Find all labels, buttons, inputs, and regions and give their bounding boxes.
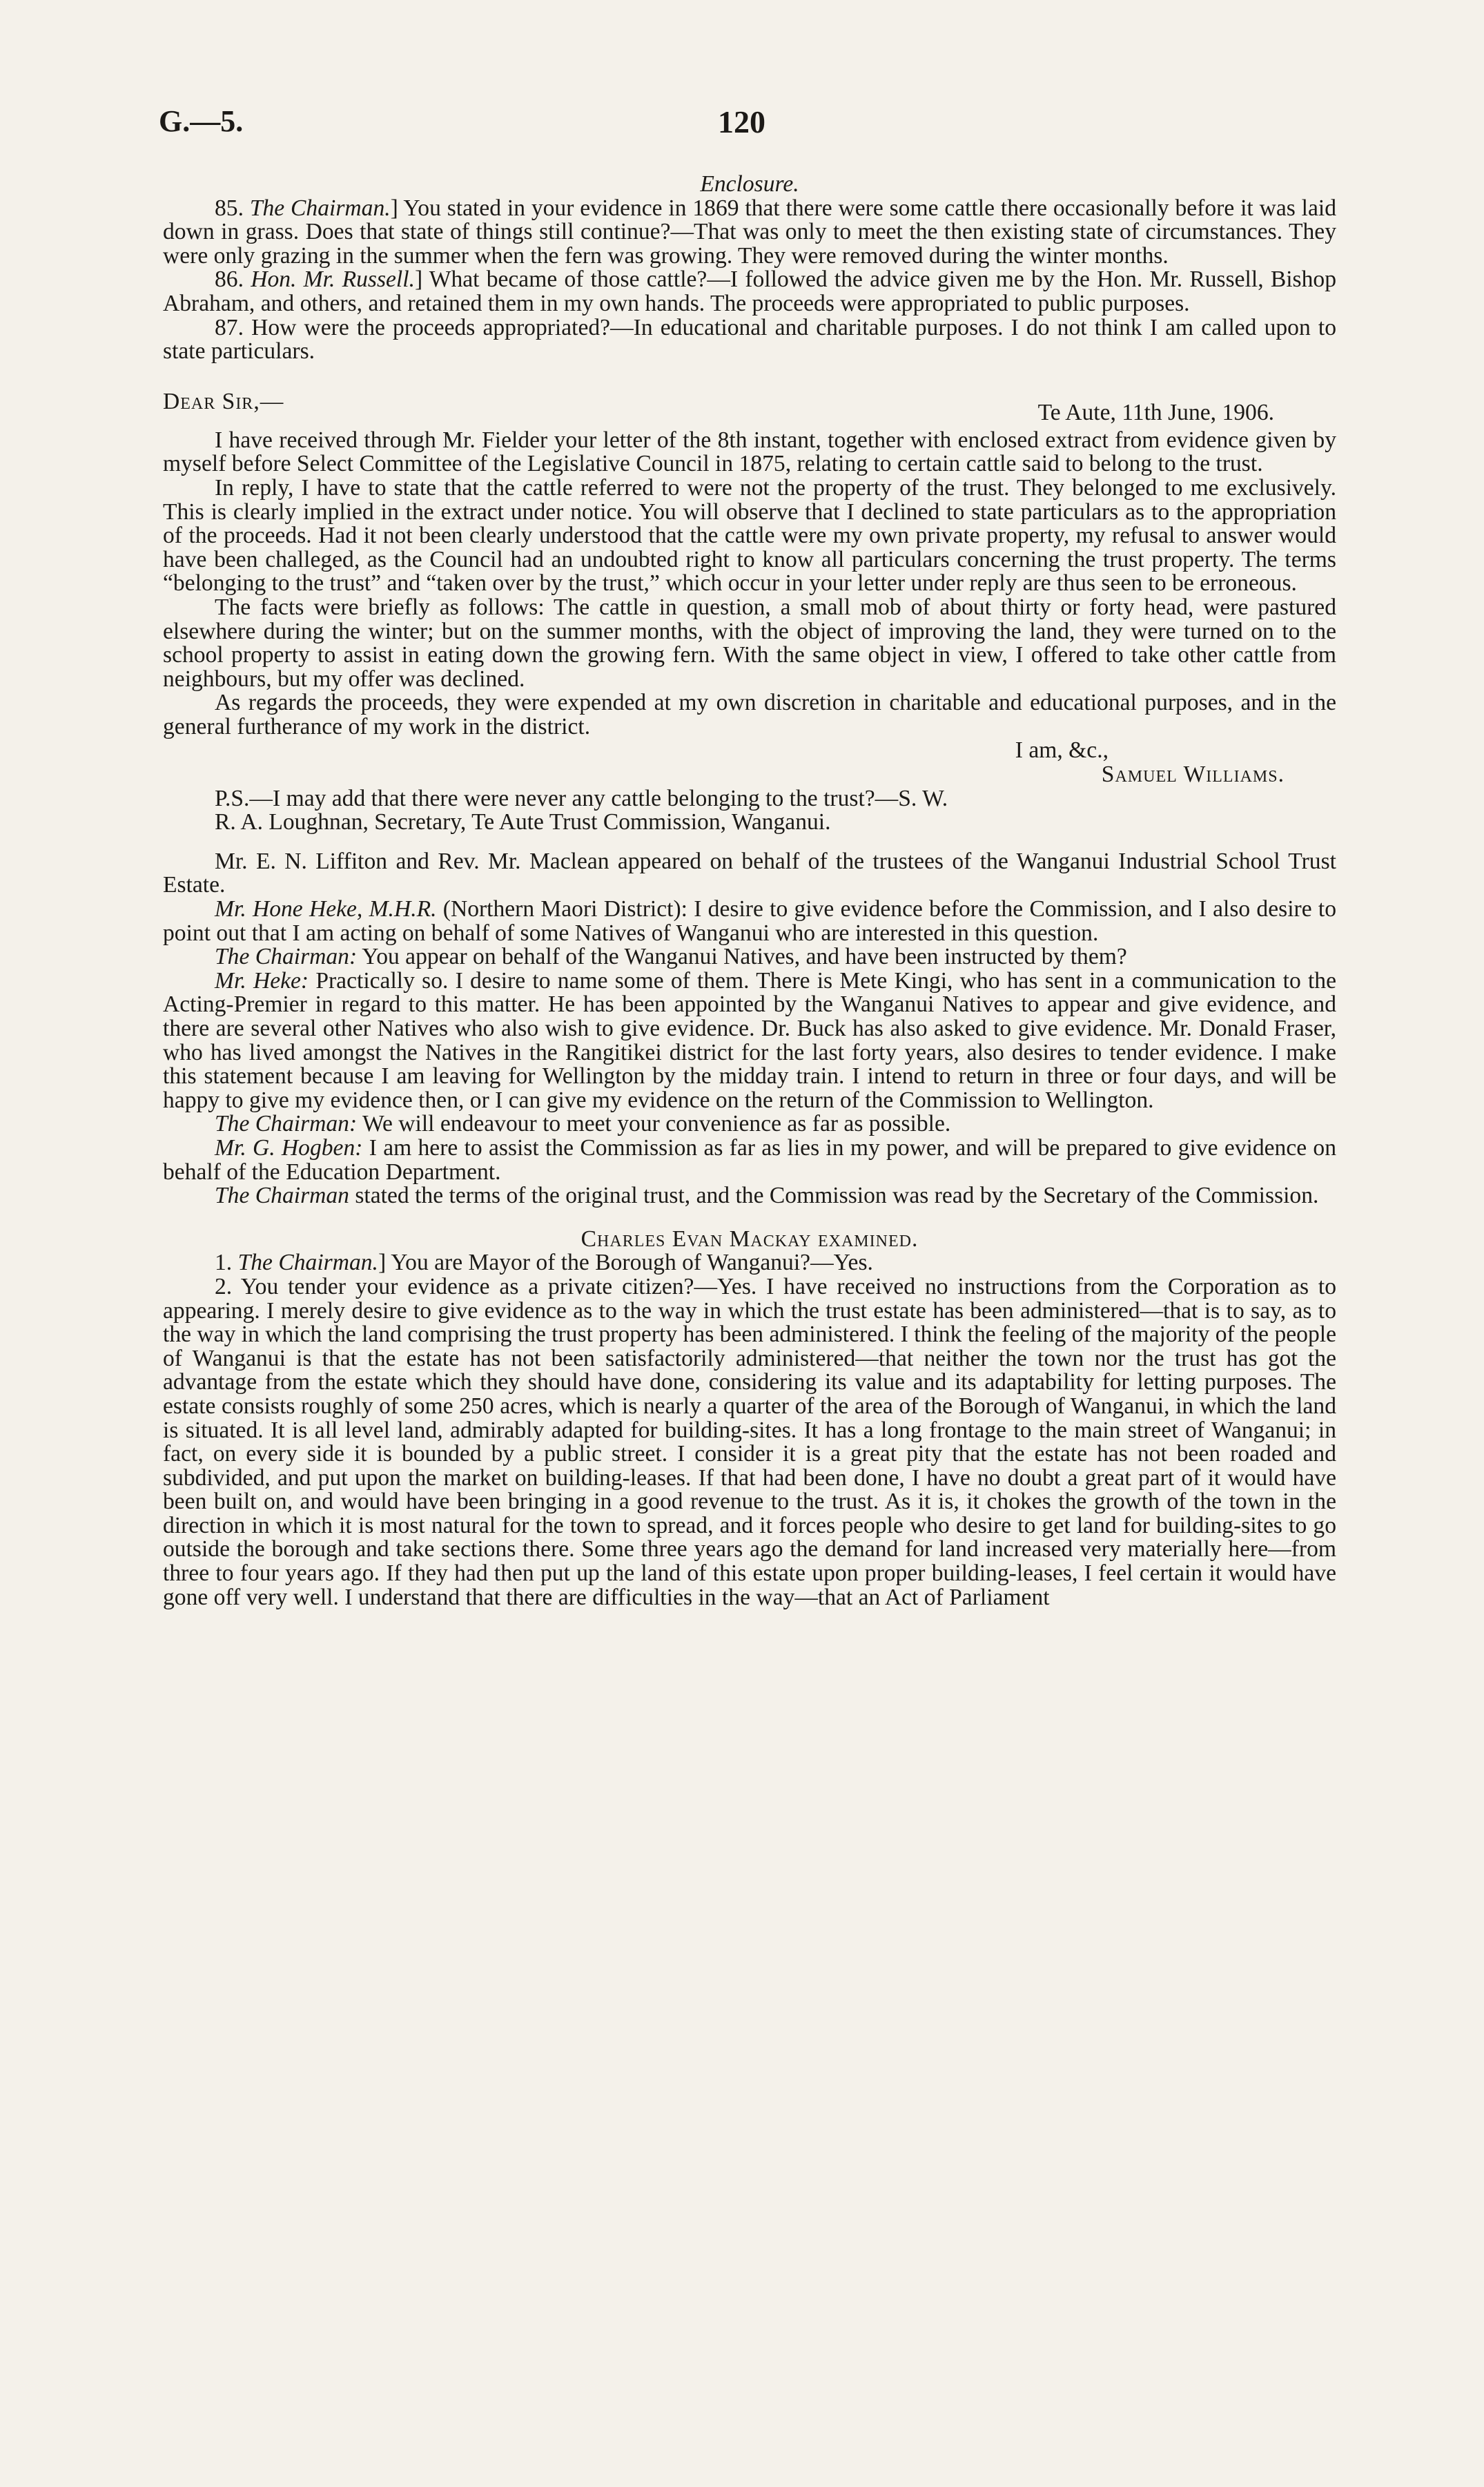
speech-text: You appear on behalf of the Wanganui Natives, and have been instructed by them?: [357, 944, 1127, 970]
document-reference: G.—5.: [159, 104, 244, 138]
speaker-name: The Chairman: [215, 1183, 349, 1209]
speaker-name: The Chairman.: [237, 1250, 378, 1276]
speech-text: We will endeavour to meet your convenience as far as possible.: [357, 1111, 951, 1137]
letter-place-date: Te Aute, 11th June, 1906.: [1037, 399, 1274, 425]
proceedings-paragraph: [163, 945, 1336, 969]
page-number: 120: [718, 104, 765, 139]
speech-text: stated the terms of the original trust, and the Commission was read by the Secretary of the Commission.: [349, 1183, 1319, 1209]
question-number: 1.: [215, 1250, 238, 1276]
letter-signature: Samuel Williams.: [1101, 762, 1285, 788]
proceedings-paragraph: [163, 1112, 1336, 1136]
enclosure-heading: Enclosure.: [700, 171, 799, 197]
speaker-name: Mr. Heke:: [215, 967, 309, 994]
speech-text: (Northern Maori District): I desire to give evidence before the Commission, and I also desire to point out that I am acting on behalf of some Natives of Wanganui who are interested in this question.: [163, 896, 1336, 946]
speaker-name: Mr. Hone Heke, M.H.R.: [215, 896, 437, 922]
speaker-name: The Chairman:: [215, 1111, 358, 1137]
letter-paragraph: As regards the proceeds, they were expended at my own discretion in charitable and educational purposes, and in the general furtherance of my work in the district.: [163, 690, 1336, 739]
letter-paragraph: I have received through Mr. Fielder your letter of the 8th instant, together with enclosed extract from evidence given by myself before Select Committee of the Legislative Council in 1875, relating to certain cattle said to belong to the trust.: [163, 427, 1336, 477]
letter-paragraph: The facts were briefly as follows: The cattle in question, a small mob of about thirty or forty head, were pastured elsewhere during the winter; but on the summer months, with the object of improving the land, they were turned on to the school property to assist in eating down the growing fern. With the same object in view, I offered to take other cattle from neighbours, but my offer was declined.: [163, 594, 1336, 692]
letter-salutation: Dear Sir,—: [163, 388, 284, 414]
letter-addressee: R. A. Loughnan, Secretary, Te Aute Trust Commission, Wanganui.: [215, 809, 831, 835]
proceedings-paragraph: [163, 1184, 1336, 1208]
speech-text: I am here to assist the Commission as far as lies in my power, and will be prepared to give evidence on behalf of the Education Department.: [163, 1134, 1336, 1185]
speaker-name: Hon. Mr. Russell.: [251, 267, 415, 293]
page-header: [0, 104, 1484, 152]
proceedings-paragraph: [163, 898, 1336, 945]
speaker-name: The Chairman:: [215, 944, 358, 970]
speech-text: Practically so. I desire to name some of them. There is Mete Kingi, who has sent in a communication to the Acting-Premier in regard to this matter. He has been appointed by the Wanganui Natives to appear and give evidence, and there are several other Natives who also wish to give evidence. Dr. Buck has also asked to give evidence. Mr. Donald Fraser, who has lived amongst the Natives in the Rangitikei district for the last forty years, also desires to tender evidence. I make this statement because I am leaving for Wellington by the midday train. I intend to return in three or four days, and will be happy to give my evidence then, or I can give my evidence on the return of the Commission to Wellington.: [163, 967, 1337, 1113]
page-body: [163, 173, 1336, 1609]
letter-header: [163, 380, 1336, 429]
proceedings-paragraph: [163, 969, 1336, 1113]
letter-signoff: I am, &c.,: [1015, 737, 1109, 764]
question-85: [163, 197, 1336, 269]
examination-heading: Charles Evan Mackay examined.: [580, 1226, 919, 1252]
question-86: [163, 268, 1336, 316]
proceedings-paragraph: Mr. E. N. Liffiton and Rev. Mr. Maclean appeared on behalf of the trustees of the Wanganui Industrial School Trust Estate.: [163, 848, 1336, 898]
letter-paragraph: In reply, I have to state that the cattle referred to were not the property of the trust. They belonged to me exclusively. This is clearly implied in the extract under notice. You will observe that I declined to state particulars as to the appropriation of the proceeds. Had it not been clearly understood that the cattle were my own private property, my refusal to answer would have been challeged, as the Council had an undoubted right to know all particulars concerning the trust property. The terms “belonging to the trust” and “taken over by the trust,” which occur in your letter under reply are thus seen to be erroneous.: [163, 474, 1336, 597]
speaker-name: The Chairman.: [249, 195, 391, 221]
question-text: ] You stated in your evidence in 1869 that there were some cattle there occasionally before it was laid down in grass. Does that state of things still continue?—That was only to meet the then existing state of circumstances. They were only grazing in the summer when the fern was growing. They were removed during the winter months.: [163, 195, 1336, 269]
question-text: ] What became of those cattle?—I followed the advice given me by the Hon. Mr. Russell, Bishop Abraham, and others, and retained them in my own hands. The proceeds were appropriated to public purposes.: [163, 267, 1336, 316]
question-1: [163, 1251, 1336, 1275]
question-number: 86.: [215, 267, 251, 293]
question-text: ] You are Mayor of the Borough of Wanganui?—Yes.: [378, 1250, 873, 1276]
question-2: 2. You tender your evidence as a private citizen?—Yes. I have received no instructions from the Corporation as to appearing. I merely desire to give evidence as to the way in which the trust estate has been administered—that is to say, as to the way in which the land comprising the trust property has been administered. I think the feeling of the majority of the people of Wanganui is that the estate has not been satisfactorily administered—that neither the town nor the trust has got the advantage from the estate which they should have done, considering its value and its adaptability for letting purposes. The estate consists roughly of some 250 acres, which is nearly a quarter of the area of the Borough of Wanganui, in which the land is situated. It is all level land, admirably adapted for building-sites. It has a long frontage to the main street of Wanganui; in fact, on every side it is bounded by a public street. I consider it is a great pity that the estate has not been roaded and subdivided, and put upon the market on building-leases. If that had been done, I have no doubt a great part of it would have been built on, and would have been bringing in a good revenue to the trust. As it is, it chokes the growth of the town in the direction in which it is most natural for the town to spread, and it forces people who desire to get land for building-sites to go outside the borough and take sections there. Some three years ago the demand for land increased very materially here—from three to four years ago. If they had then put up the land of this estate upon proper building-leases, I feel certain it would have gone off very well. I understand that there are difficulties in the way—that an Act of Parliament: [163, 1273, 1336, 1610]
speaker-name: Mr. G. Hogben:: [215, 1134, 363, 1161]
question-number: 85.: [215, 195, 250, 221]
proceedings-paragraph: [163, 1136, 1336, 1184]
question-87: 87. How were the proceeds appropriated?—In educational and charitable purposes. I do not think I am called upon to state particulars.: [163, 314, 1336, 365]
letter-postscript: P.S.—I may add that there were never any cattle belonging to the trust?—S. W.: [215, 785, 948, 811]
